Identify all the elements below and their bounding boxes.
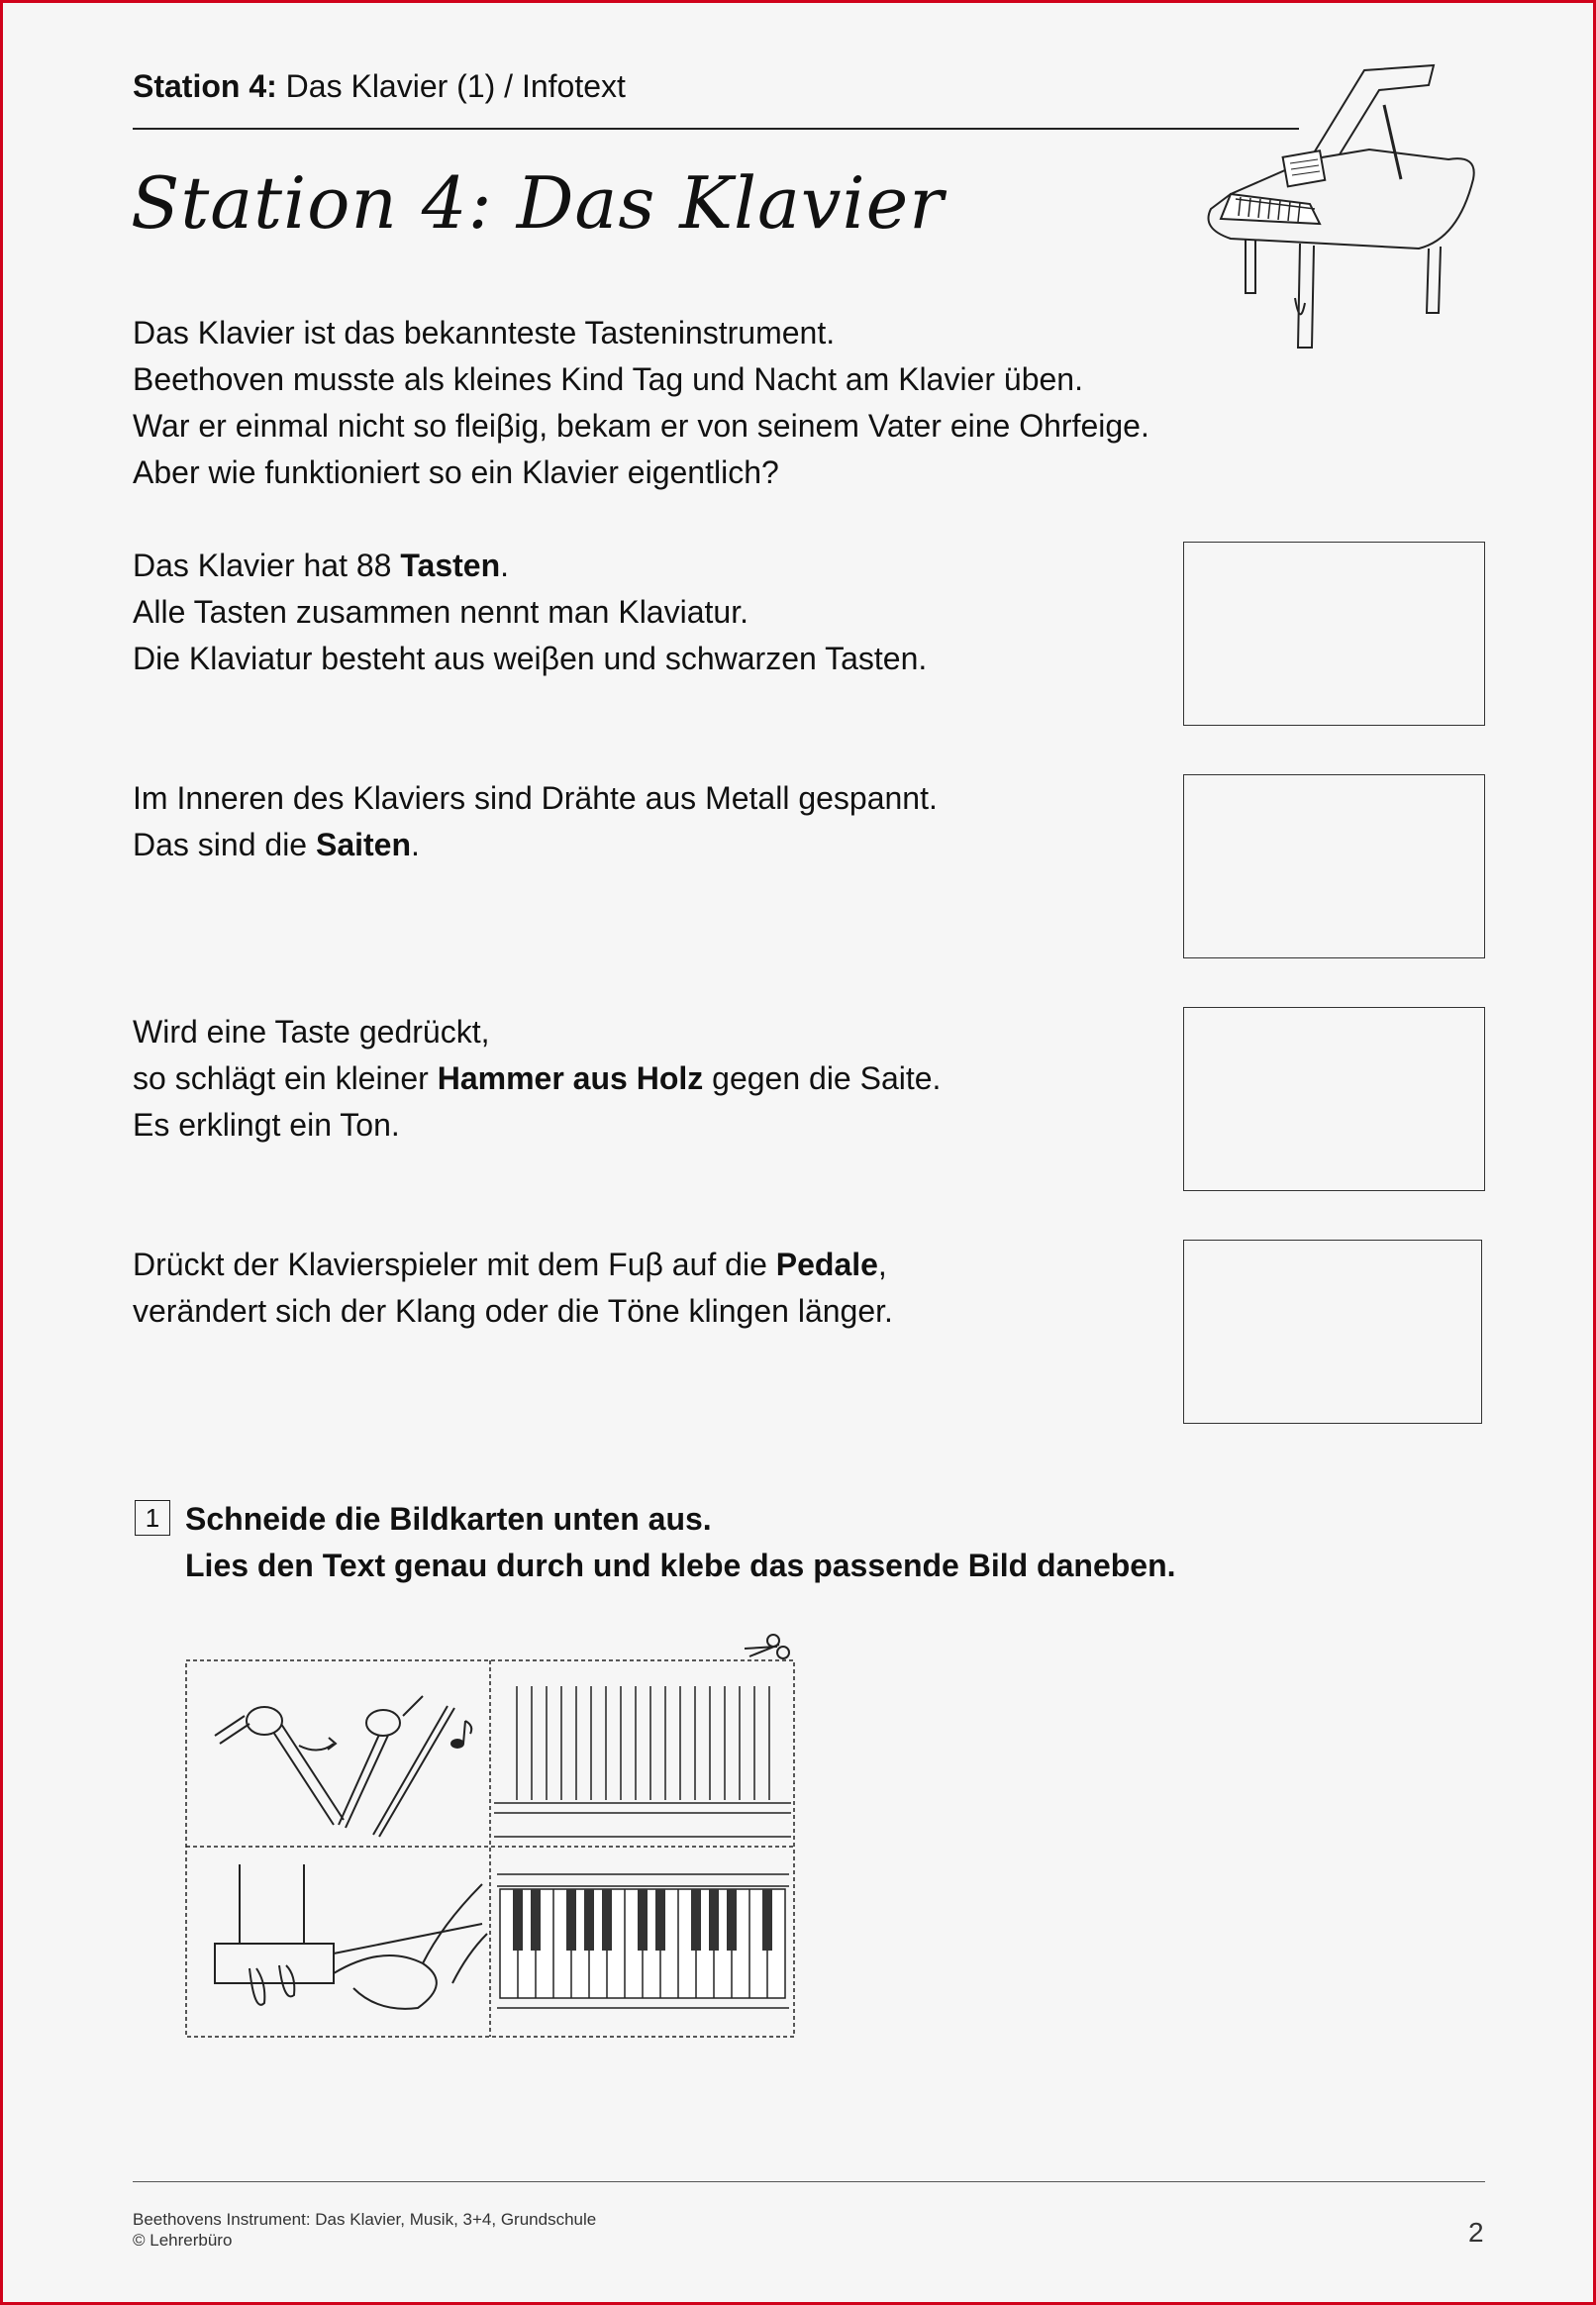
header-rule [133,128,1299,130]
paste-box-pedale[interactable] [1183,1240,1482,1424]
section-tasten [133,543,927,682]
header-subtitle: Das Klavier (1) / Infotext [285,68,626,104]
picture-cards-grid [185,1627,799,2043]
keyboard-card [497,1874,789,2008]
keyword-saiten: Saiten [315,827,412,862]
hammer-card [215,1696,471,1837]
intro-line: Das Klavier ist das bekannteste Tasteninstrument. [133,315,836,351]
text-span: Das sind die [133,827,316,862]
text-span: Drückt der Klavierspieler mit dem Fuβ auf die [133,1247,776,1282]
text-span: . [500,548,510,583]
pedal-card [215,1864,487,2009]
keyword-pedale: Pedale [775,1247,878,1282]
header-station-label: Station 4: [133,68,277,104]
footer-source: Beethovens Instrument: Das Klavier, Musik, 3+4, Grundschule [133,2210,597,2229]
section-saiten [133,775,938,868]
intro-line: Beethoven musste als kleines Kind Tag und Nacht am Klavier üben. [133,361,1083,397]
task-number: 1 [135,1500,170,1536]
task-line-2: Lies den Text genau durch und klebe das passende Bild daneben. [185,1548,1176,1583]
tasten-line-2: Alle Tasten zusammen nennt man Klaviatur. [133,594,748,630]
page-number: 2 [1468,2217,1484,2248]
task-line-1: Schneide die Bildkarten unten aus. [185,1501,712,1537]
section-pedale [133,1242,893,1335]
task-instructions [185,1496,1176,1589]
tasten-line-1 [133,543,927,589]
section-hammer [133,1009,941,1149]
text-span: . [411,827,420,862]
pedale-line-1 [133,1242,893,1288]
intro-line: War er einmal nicht so fleiβig, bekam er von seinem Vater eine Ohrfeige. [133,408,1149,444]
footer-rule [133,2181,1485,2182]
tasten-line-3: Die Klaviatur besteht aus weiβen und schwarzen Tasten. [133,641,928,676]
saiten-line-2 [133,822,938,868]
scissors-icon [745,1635,789,1658]
keyword-hammer: Hammer aus Holz [437,1060,704,1096]
text-span: so schlägt ein kleiner [133,1060,438,1096]
page-title: Station 4: Das Klavier [131,161,945,245]
hammer-line-2 [133,1055,941,1102]
hammer-line-1: Wird eine Taste gedrückt, [133,1014,490,1050]
keyword-tasten: Tasten [400,548,501,583]
paste-box-tasten[interactable] [1183,542,1485,726]
grand-piano-illustration [1191,60,1483,357]
intro-text [133,310,1149,496]
intro-line: Aber wie funktioniert so ein Klavier eigentlich? [133,454,779,490]
text-span: , [877,1247,887,1282]
paste-box-hammer[interactable] [1183,1007,1485,1191]
text-span: Das Klavier hat 88 [133,548,401,583]
strings-card [494,1686,791,1837]
pedale-line-2: verändert sich der Klang oder die Töne klingen länger. [133,1293,893,1329]
hammer-line-3: Es erklingt ein Ton. [133,1107,400,1143]
saiten-line-1: Im Inneren des Klaviers sind Drähte aus Metall gespannt. [133,780,938,816]
text-span: gegen die Saite. [703,1060,942,1096]
footer-credits [133,2209,596,2251]
paste-box-saiten[interactable] [1183,774,1485,958]
page-header [133,68,626,105]
footer-copyright: © Lehrerbüro [133,2231,233,2250]
